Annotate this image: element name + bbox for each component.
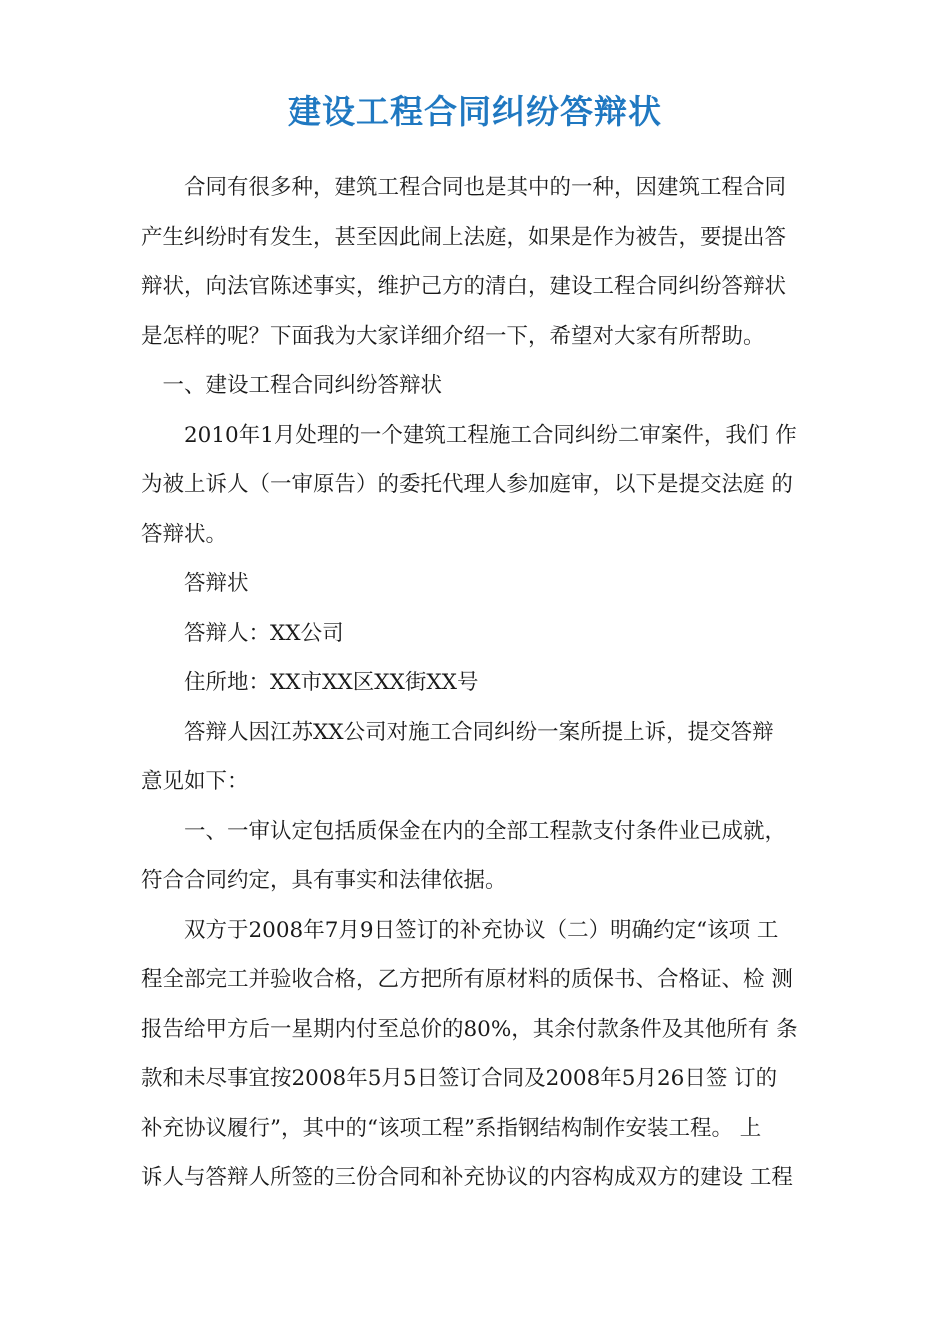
intro-paragraph: 合同有很多种，建筑工程合同也是其中的一种，因建筑工程合同 产生纠纷时有发生，甚至因此闹上法庭，如果是作为被告，要提出答 辩状，向法官陈述事实，维护己方的清白，建设工程合同纠纷答辩状 是怎样的呢？下面我为大家详细介绍一下，希望对大家有所帮助。 <box>141 175 787 349</box>
statement-paragraph: 答辩人因江苏XX公司对施工合同纠纷一案所提上诉，提交答辩 意见如下： <box>141 719 774 794</box>
respondent-line: 答辩人：XX公司 <box>184 620 344 646</box>
document-body <box>141 163 829 1203</box>
section-heading: 一、建设工程合同纠纷答辩状 <box>162 373 443 398</box>
document-title: 建设工程合同纠纷答辩状 <box>288 92 662 131</box>
address-line: 住所地：XX市XX区XX街XX号 <box>184 670 479 695</box>
case-paragraph: 2010年1月处理的一个建筑工程施工合同纠纷二审案件，我们 作 为被上诉人（一审原告）的委托代理人参加庭审，以下是提交法庭 的 答辩状。 <box>141 422 797 547</box>
defense-title: 答辩状 <box>184 571 249 596</box>
point-one-paragraph: 一、一审认定包括质保金在内的全部工程款支付条件业已成就， 符合合同约定，具有事实和法律依据。 <box>141 818 787 893</box>
agreement-paragraph: 双方于2008年7月9日签订的补充协议（二）明确约定“该项 工 程全部完工并验收合格，乙方把所有原材料的质保书、合格证、检 测 报告给甲方后一星期内付至总价的80%，其余付款条件及其他所有 条 款和未尽事宜按2008年5月5日签订合同及2008年5月26日签 订的 补充协议履行”，其中的“该项工程”系指钢结构制作安装工程。 上 诉人与答辩人所签的三份合同和补充协议的内容构成双方的建设 工程 <box>141 917 798 1190</box>
